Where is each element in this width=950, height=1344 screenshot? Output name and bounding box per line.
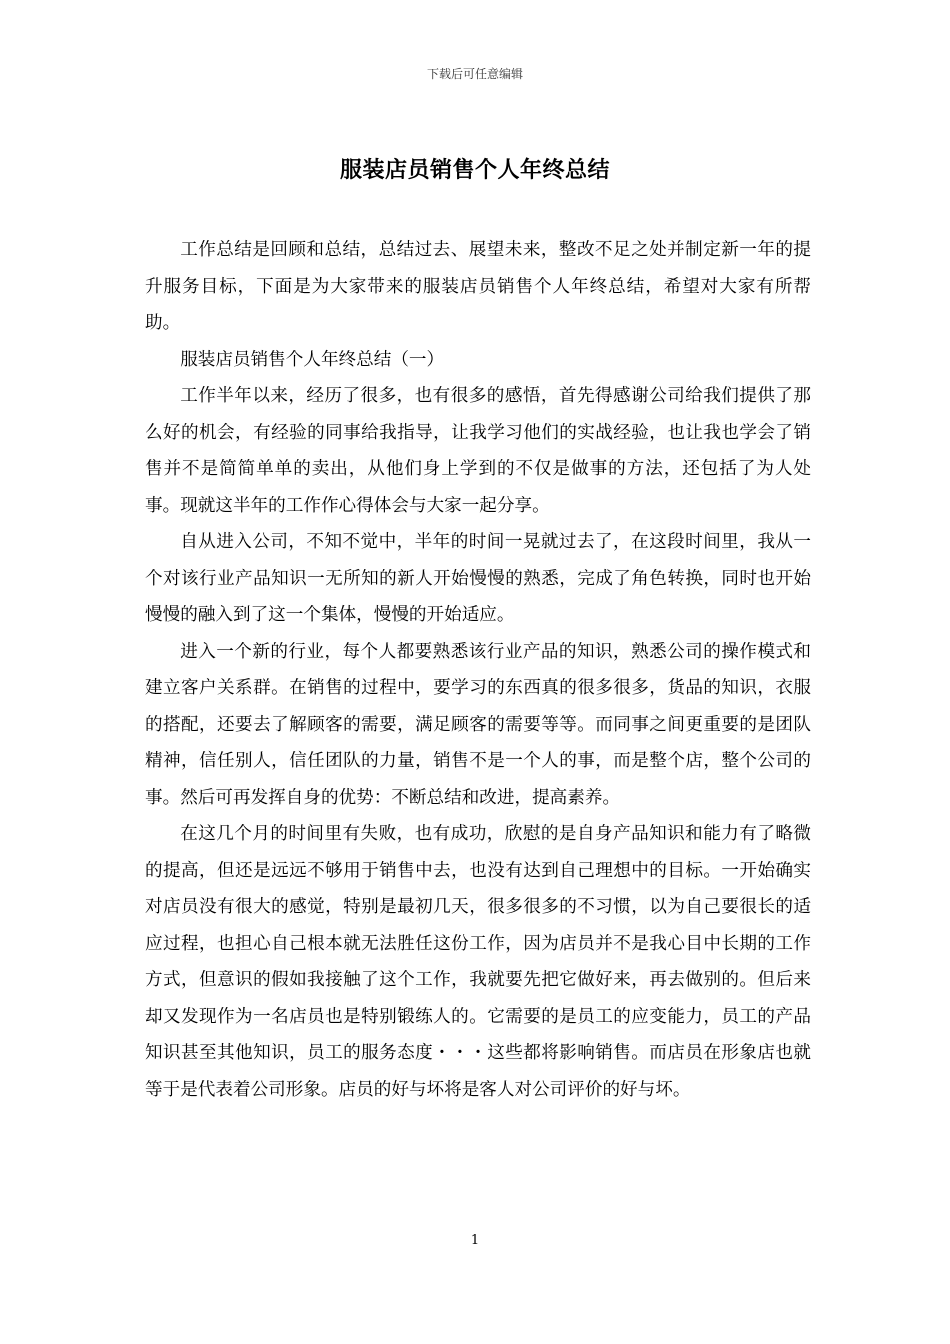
paragraph-intro: 工作总结是回顾和总结，总结过去、展望未来，整改不足之处并制定新一年的提升服务目标，下面是为大家带来的服装店员销售个人年终总结，希望对大家有所帮助。 xyxy=(145,240,811,333)
paragraph: 进入一个新的行业，每个人都要熟悉该行业产品的知识，熟悉公司的操作模式和建立客户关系群。在销售的过程中，要学习的东西真的很多很多，货品的知识，衣服的搭配，还要去了解顾客的需要，满足顾客的需要等等。而同事之间更重要的是团队精神，信任别人，信任团队的力量，销售不是一个人的事，而是整个店，整个公司的事。然后可再发挥自身的优势：不断总结和改进，提高素养。 xyxy=(145,641,811,808)
paragraph: 在这几个月的时间里有失败，也有成功，欣慰的是自身产品知识和能力有了略微的提高，但还是远远不够用于销售中去，也没有达到自己理想中的目标。一开始确实对店员没有很大的感觉，特别是最初几天，很多很多的不习惯，以为自己要很长的适应过程，也担心自己根本就无法胜任这份工作，因为店员并不是我心目中长期的工作方式，但意识的假如我接触了这个工作，我就要先把它做好来，再去做别的。但后来却又发现作为一名店员也是特别锻练人的。它需要的是员工的应变能力，员工的产品知识甚至其他知识，员工的服务态度・・・这些都将影响销售。而店员在形象店也就等于是代表着公司形象。店员的好与坏将是客人对公司评价的好与坏。 xyxy=(145,824,811,1100)
paragraph: 自从进入公司，不知不觉中，半年的时间一晃就过去了，在这段时间里，我从一个对该行业产品知识一无所知的新人开始慢慢的熟悉，完成了角色转换，同时也开始慢慢的融入到了这一个集体，慢慢的开始适应。 xyxy=(145,532,811,625)
page-number: 1 xyxy=(470,1233,480,1248)
paragraph: 工作半年以来，经历了很多，也有很多的感悟，首先得感谢公司给我们提供了那么好的机会，有经验的同事给我指导，让我学习他们的实战经验，也让我也学会了销售并不是简简单单的卖出，从他们身上学到的不仅是做事的方法，还包括了为人处事。现就这半年的工作作心得体会与大家一起分享。 xyxy=(145,386,811,516)
section-heading: 服装店员销售个人年终总结（一） xyxy=(180,349,445,370)
document-title: 服装店员销售个人年终总结 xyxy=(339,157,610,183)
document-body xyxy=(145,232,811,1108)
page-header: 下载后可任意编辑 xyxy=(426,67,523,81)
